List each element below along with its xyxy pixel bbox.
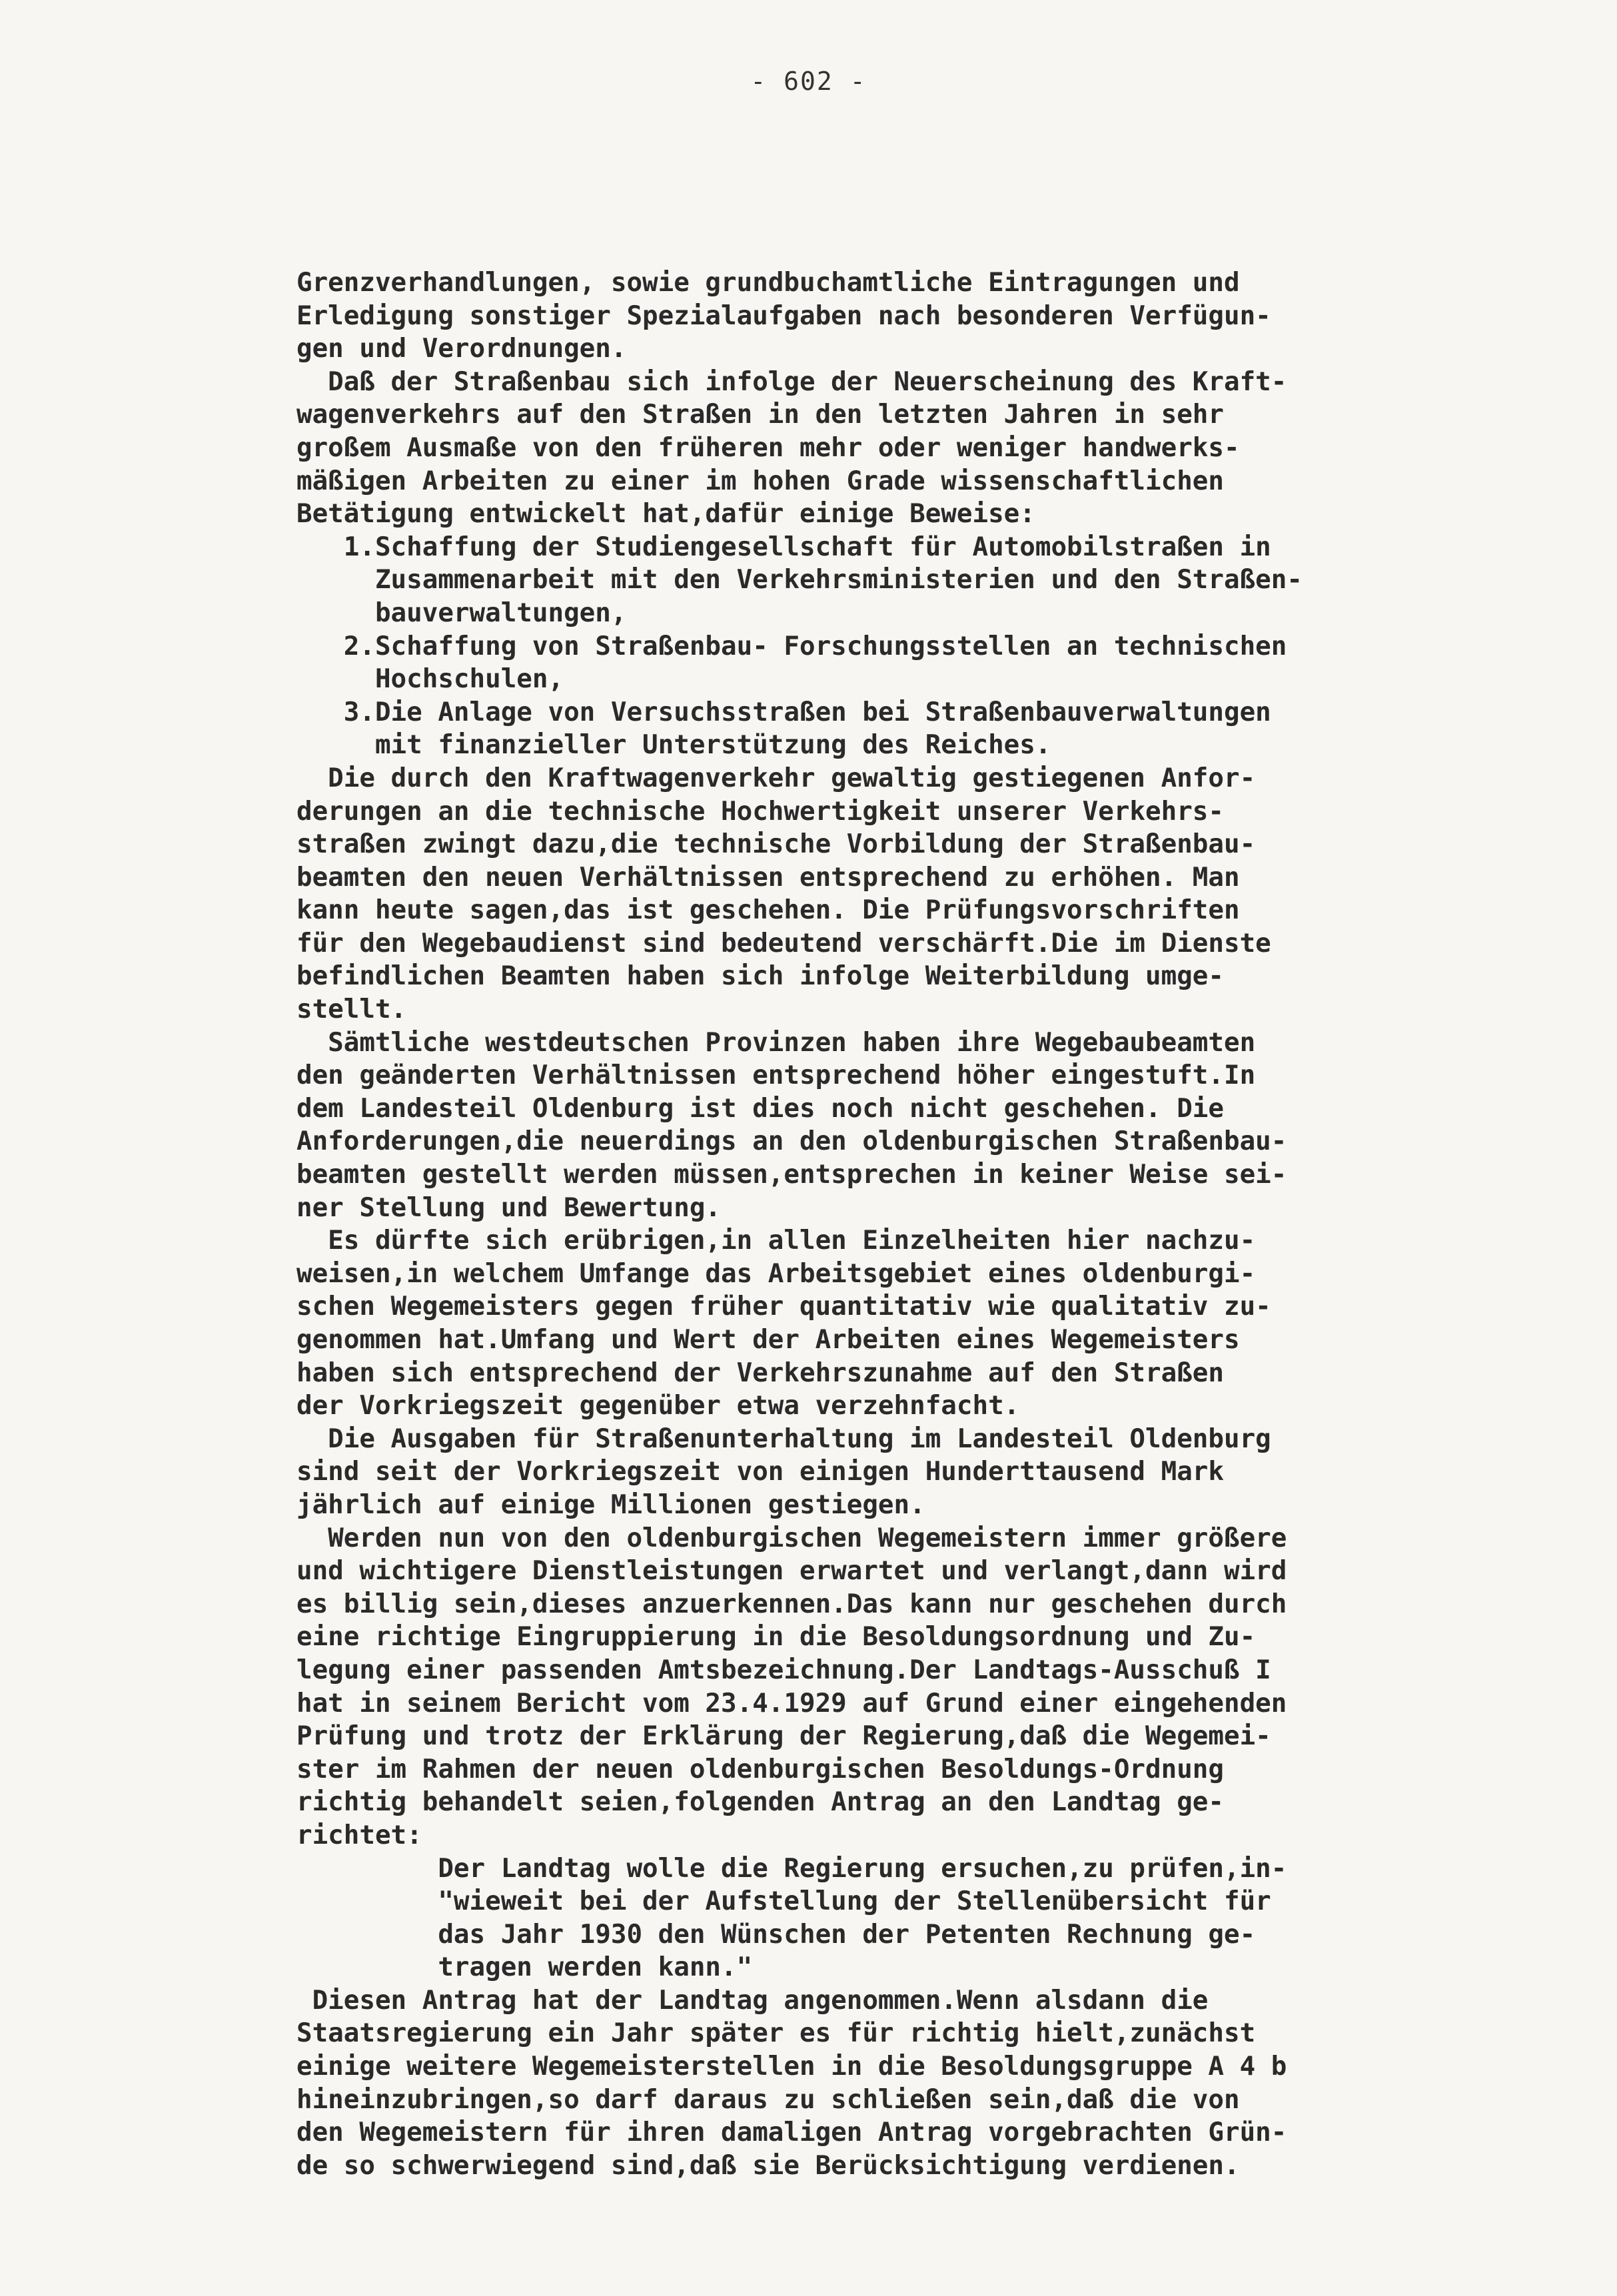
text-line: de so schwerwiegend sind,daß sie Berücksichtigung verdienen. <box>296 2150 1240 2181</box>
text-line: beamten den neuen Verhältnissen entsprechend zu erhöhen. Man <box>296 862 1240 893</box>
text-line: tragen werden kann." <box>296 1952 753 1983</box>
text-line: richtet: <box>296 1820 422 1850</box>
text-line: sind seit der Vorkriegszeit von einigen Hunderttausend Mark <box>296 1457 1224 1487</box>
text-line: Erledigung sonstiger Spezialaufgaben nach besonderen Verfügun- <box>296 300 1271 331</box>
text-line: den Wegemeistern für ihren damaligen Antrag vorgebrachten Grün- <box>296 2117 1287 2148</box>
text-line: schen Wegemeisters gegen früher quantitativ wie qualitativ zu- <box>296 1292 1271 1322</box>
text-line: Es dürfte sich erübrigen,in allen Einzelheiten hier nachzu- <box>296 1226 1256 1256</box>
text-line: 1.Schaffung der Studiengesellschaft für Automobilstraßen in <box>296 532 1271 562</box>
page-number: - 602 - <box>750 67 867 96</box>
text-line: hat in seinem Bericht vom 23.4.1929 auf Grund einer eingehenden <box>296 1688 1287 1719</box>
text-line: mit finanzieller Unterstützung des Reiches. <box>296 730 1051 761</box>
text-line: "wieweit bei der Aufstellung der Stellenübersicht für <box>296 1886 1271 1917</box>
text-line: 3.Die Anlage von Versuchsstraßen bei Straßenbauverwaltungen <box>296 697 1271 727</box>
text-line: eine richtige Eingruppierung in die Besoldungsordnung und Zu- <box>296 1622 1256 1653</box>
text-line: Grenzverhandlungen, sowie grundbuchamtliche Eintragungen und <box>296 268 1240 298</box>
text-line: der Vorkriegszeit gegenüber etwa verzehnfacht. <box>296 1391 1020 1421</box>
text-line: richtig behandelt seien,folgenden Antrag an den Landtag ge- <box>296 1787 1224 1818</box>
text-line: das Jahr 1930 den Wünschen der Petenten Rechnung ge- <box>296 1919 1256 1950</box>
text-line: gen und Verordnungen. <box>296 334 627 364</box>
text-line: bauverwaltungen, <box>296 597 627 628</box>
text-line: Anforderungen,die neuerdings an den oldenburgischen Straßenbau- <box>296 1126 1287 1157</box>
text-line: für den Wegebaudienst sind bedeutend verschärft.Die im Dienste <box>296 928 1271 958</box>
text-line: Daß der Straßenbau sich infolge der Neuerscheinung des Kraft- <box>296 366 1287 397</box>
text-line: 2.Schaffung von Straßenbau- Forschungsstellen an technischen <box>296 631 1287 661</box>
text-line: stellt. <box>296 994 407 1025</box>
text-line: einige weitere Wegemeisterstellen in die Besoldungsgruppe A 4 b <box>296 2052 1287 2082</box>
text-line: ster im Rahmen der neuen oldenburgischen Besoldungs-Ordnung <box>296 1754 1224 1784</box>
text-line: legung einer passenden Amtsbezeichnung.Der Landtags-Ausschuß I <box>296 1655 1271 1685</box>
text-line: Staatsregierung ein Jahr später es für richtig hielt,zunächst <box>296 2018 1256 2049</box>
text-line: und wichtigere Dienstleistungen erwartet und verlangt,dann wird <box>296 1556 1287 1587</box>
text-line: Der Landtag wolle die Regierung ersuchen,zu prüfen,in- <box>296 1853 1287 1884</box>
text-line: mäßigen Arbeiten zu einer im hohen Grade wissenschaftlichen <box>296 466 1224 496</box>
text-line: Die Ausgaben für Straßenunterhaltung im Landesteil Oldenburg <box>296 1423 1271 1454</box>
text-line: genommen hat.Umfang und Wert der Arbeiten eines Wegemeisters <box>296 1325 1240 1355</box>
text-line: Diesen Antrag hat der Landtag angenommen.Wenn alsdann die <box>296 1985 1209 2016</box>
text-line: hineinzubringen,so darf daraus zu schließen sein,daß die von <box>296 2084 1240 2115</box>
text-line: wagenverkehrs auf den Straßen in den letzten Jahren in sehr <box>296 400 1224 430</box>
text-line: Prüfung und trotz der Erklärung der Regierung,daß die Wegemei- <box>296 1721 1271 1752</box>
text-line: Betätigung entwickelt hat,dafür einige Beweise: <box>296 499 1035 530</box>
text-line: Hochschulen, <box>296 664 564 695</box>
text-line: straßen zwingt dazu,die technische Vorbildung der Straßenbau- <box>296 829 1256 860</box>
text-line: Sämtliche westdeutschen Provinzen haben ihre Wegebaubeamten <box>296 1027 1256 1058</box>
text-line: haben sich entsprechend der Verkehrszunahme auf den Straßen <box>296 1357 1224 1388</box>
text-line: großem Ausmaße von den früheren mehr oder weniger handwerks- <box>296 432 1240 463</box>
text-line: Die durch den Kraftwagenverkehr gewaltig gestiegenen Anfor- <box>296 763 1256 793</box>
body-text <box>296 266 1596 2182</box>
text-line: jährlich auf einige Millionen gestiegen. <box>296 1489 925 1520</box>
text-line: ner Stellung und Bewertung. <box>296 1192 722 1223</box>
text-line: kann heute sagen,das ist geschehen. Die Prüfungsvorschriften <box>296 895 1240 926</box>
text-line: Zusammenarbeit mit den Verkehrsministerien und den Straßen- <box>296 565 1303 595</box>
text-line: dem Landesteil Oldenburg ist dies noch nicht geschehen. Die <box>296 1093 1224 1124</box>
text-line: es billig sein,dieses anzuerkennen.Das kann nur geschehen durch <box>296 1589 1287 1619</box>
text-line: befindlichen Beamten haben sich infolge Weiterbildung umge- <box>296 961 1224 992</box>
text-line: den geänderten Verhältnissen entsprechend höher eingestuft.In <box>296 1060 1256 1091</box>
text-line: Werden nun von den oldenburgischen Wegemeistern immer größere <box>296 1523 1287 1553</box>
text-line: derungen an die technische Hochwertigkeit unserer Verkehrs- <box>296 796 1224 827</box>
text-line: weisen,in welchem Umfange das Arbeitsgebiet eines oldenburgi- <box>296 1258 1256 1289</box>
text-line: beamten gestellt werden müssen,entsprechen in keiner Weise sei- <box>296 1160 1287 1190</box>
